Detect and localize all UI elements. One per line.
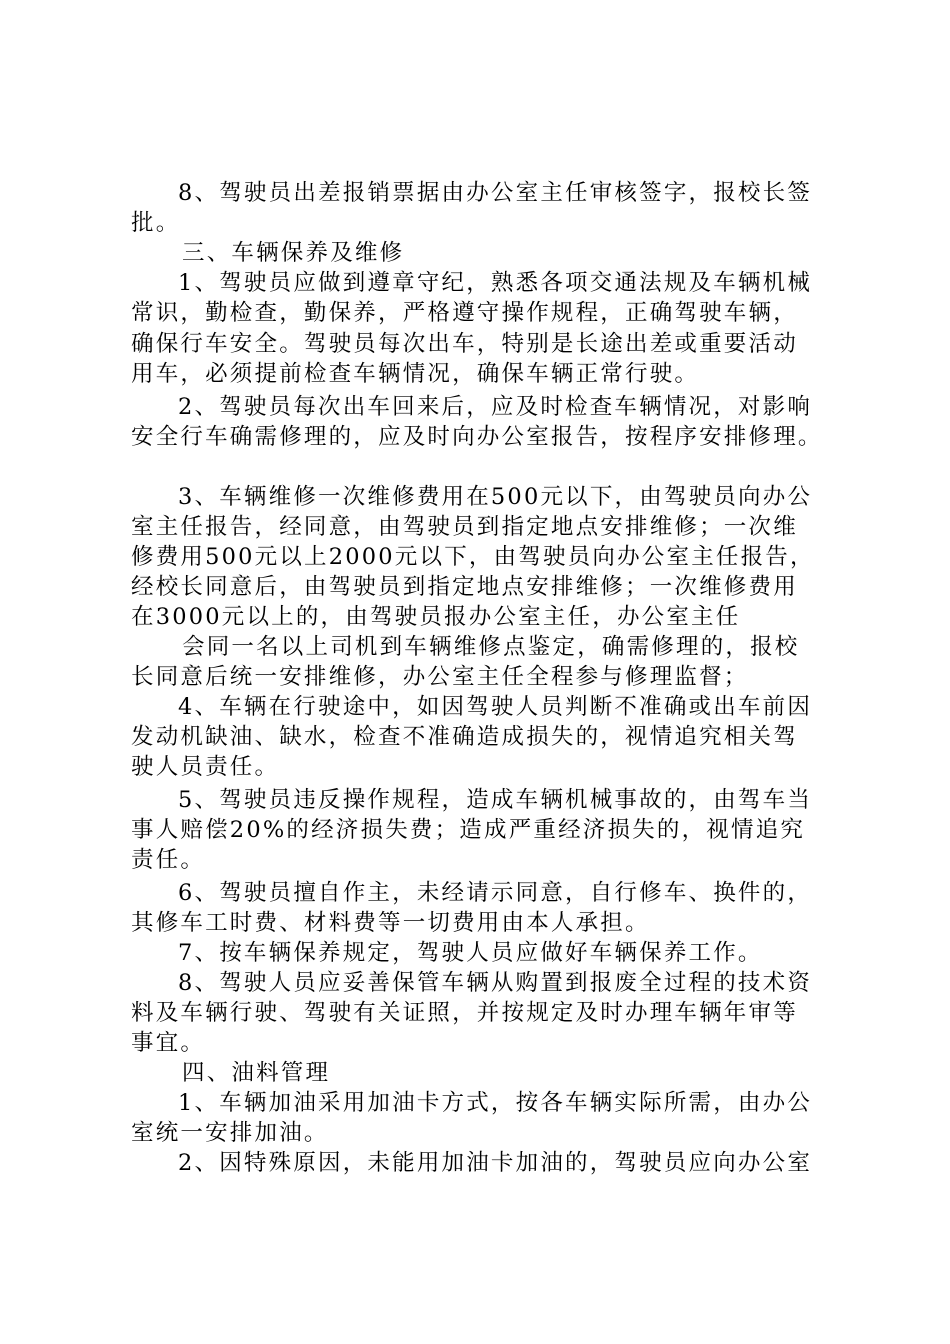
paragraph-line: 2、驾驶员每次出车回来后，应及时检查车辆情况，对影响 — [178, 394, 813, 420]
paragraph-line: 责任。 — [131, 847, 206, 873]
paragraph-line: 7、按车辆保养规定，驾驶人员应做好车辆保养工作。 — [178, 940, 763, 966]
paragraph-line: 室主任报告，经同意，由驾驶员到指定地点安排维修；一次维 — [131, 514, 798, 540]
paragraph-line: 长同意后统一安排维修，办公室主任全程参与修理监督； — [131, 664, 749, 690]
paragraph-line: 4、车辆在行驶途中，如因驾驶人员判断不准确或出车前因 — [178, 694, 813, 720]
paragraph-line: 安全行车确需修理的，应及时向办公室报告，按程序安排修理。 — [131, 424, 823, 450]
paragraph-line: 事宜。 — [131, 1030, 206, 1056]
paragraph-line: 室统一安排加油。 — [131, 1120, 329, 1146]
paragraph-line: 2、因特殊原因，未能用加油卡加油的，驾驶员应向办公室 — [178, 1150, 813, 1176]
paragraph-line: 会同一名以上司机到车辆维修点鉴定，确需修理的，报校 — [182, 634, 800, 660]
paragraph-line: 8、驾驶员出差报销票据由办公室主任审核签字，报校长签 — [178, 180, 813, 206]
paragraph-line: 3、车辆维修一次维修费用在500元以下，由驾驶员向办公 — [178, 484, 813, 510]
section-heading: 三、车辆保养及维修 — [182, 240, 405, 266]
paragraph-line: 1、车辆加油采用加油卡方式，按各车辆实际所需，由办公 — [178, 1090, 813, 1116]
paragraph-line: 批。 — [131, 210, 181, 236]
paragraph-line: 8、驾驶人员应妥善保管车辆从购置到报废全过程的技术资 — [178, 970, 813, 996]
paragraph-line: 驶人员责任。 — [131, 754, 280, 780]
paragraph-line: 确保行车安全。驾驶员每次出车，特别是长途出差或重要活动 — [131, 331, 798, 357]
paragraph-line: 5、驾驶员违反操作规程，造成车辆机械事故的，由驾车当 — [178, 787, 813, 813]
paragraph-line: 料及车辆行驶、驾驶有关证照，并按规定及时办理车辆年审等 — [131, 1000, 798, 1026]
paragraph-line: 用车，必须提前检查车辆情况，确保车辆正常行驶。 — [131, 361, 700, 387]
paragraph-line: 在3000元以上的，由驾驶员报办公室主任，办公室主任 — [131, 604, 741, 630]
paragraph-line: 发动机缺油、缺水，检查不准确造成损失的，视情追究相关驾 — [131, 724, 798, 750]
paragraph-line: 常识，勤检查，勤保养，严格遵守操作规程，正确驾驶车辆， — [131, 300, 798, 326]
paragraph-line: 事人赔偿20%的经济损失费；造成严重经济损失的，视情追究 — [131, 817, 806, 843]
paragraph-line: 6、驾驶员擅自作主，未经请示同意，自行修车、换件的， — [178, 880, 813, 906]
section-heading: 四、油料管理 — [182, 1060, 331, 1086]
paragraph-line: 其修车工时费、材料费等一切费用由本人承担。 — [131, 910, 650, 936]
paragraph-line: 1、驾驶员应做到遵章守纪，熟悉各项交通法规及车辆机械 — [178, 270, 813, 296]
paragraph-line: 修费用500元以上2000元以下，由驾驶员向办公室主任报告， — [131, 544, 815, 570]
paragraph-line: 经校长同意后，由驾驶员到指定地点安排维修；一次维修费用 — [131, 574, 798, 600]
